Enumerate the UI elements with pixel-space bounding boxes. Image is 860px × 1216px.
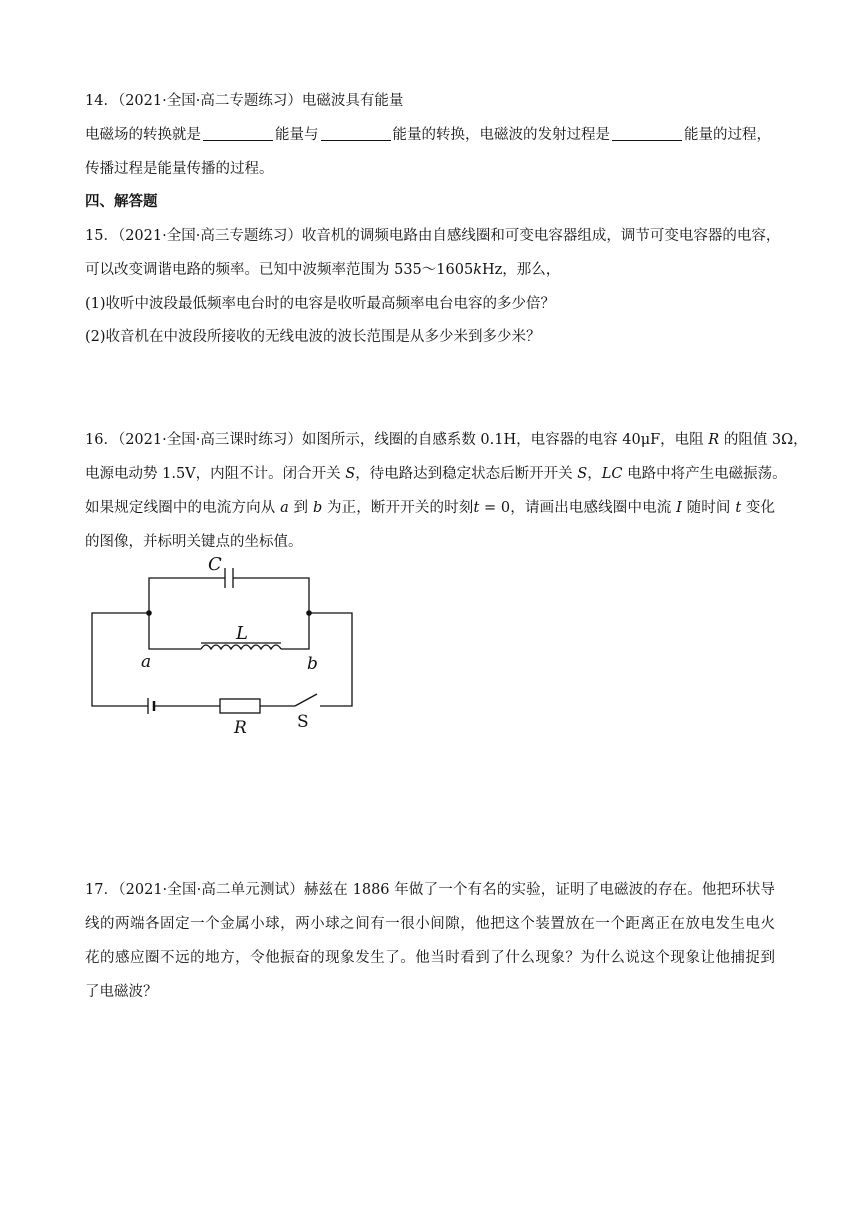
q15-sub-2: (2)收音机在中波段所接收的无线电波的波长范围是从多少米到多少米？ [85,329,541,345]
q16-text: 电路中将产生电磁振荡。 [622,466,787,482]
wire [149,613,201,649]
q15-line-1: 15．（2021·全国·高三专题练习）收音机的调频电路由自感线圈和可变电容器组成，调节可变电容器的电容， [85,228,781,244]
switch-blade [295,694,317,706]
q16-text: 为正，断开开关的时刻 [322,500,474,516]
answer-blank[interactable] [321,126,391,141]
q16-var: R [708,432,720,448]
q14-text: 能量的过程， [684,127,771,143]
q16-var: t [473,500,480,516]
q17-line-3: 花的感应圈不远的地方，令他振奋的现象发生了。他当时看到了什么现象？为什么说这个现象让他捕捉到 [85,950,775,966]
q16-line-4: 的图像，并标明关键点的坐标值。 [85,534,303,550]
q16-var: S [345,466,356,482]
q16-var: LC [601,466,623,482]
q16-text: = 0 [479,500,511,516]
q16-var: b [312,500,323,516]
q17-line-1: 17．（2021·全国·高二单元测试）赫兹在 1886 年做了一个有名的实验，证明了电磁波的存在。他把环状导 [85,882,775,898]
resistor-body [220,699,260,713]
label-R: R [234,718,247,738]
wire [149,578,225,613]
q16-text: ，待电路达到稳定状态后断开开关 [355,466,578,482]
q14-line-3: 传播过程是能量传播的过程。 [85,161,274,177]
q16-var: S [577,466,588,482]
q14-title: 14．（2021·全国·高二专题练习）电磁波具有能量 [85,93,404,109]
q16-text: 到 [288,500,313,516]
q16-var: a [280,500,289,516]
junction-node-a [146,610,152,616]
q15-unit-prefix: k [473,262,482,278]
q14-text: 能量的转换，电磁波的发射过程是 [392,127,610,143]
q17-line-2: 线的两端各固定一个金属小球，两小球之间有一很小间隙，他把这个装置放在一个距离正在放电发生电火 [85,916,775,932]
q17-line-4: 了电磁波？ [85,984,158,1000]
label-S: S [297,712,309,732]
q16-text: 随时间 [681,500,736,516]
q16-var: I [676,500,682,516]
q16-line-3 [85,498,775,518]
junction-node-b [306,610,312,616]
q15-sub-1: (1)收听中波段最低频率电台时的电容是收听最高频率电台电容的多少倍？ [85,296,556,312]
section-heading: 四、解答题 [85,194,158,210]
answer-blank[interactable] [203,126,273,141]
wire [281,613,309,649]
answer-blank[interactable] [612,126,682,141]
q16-text: 电源电动势 1.5V，内阻不计。闭合开关 [85,466,346,482]
circuit-diagram [80,550,370,740]
q16-text: 的阻值 3Ω， [719,432,808,448]
q16-text: 变化 [741,500,776,516]
q14-text: 电磁场的转换就是 [85,127,201,143]
label-a: a [141,652,152,672]
q15-text: 可以改变调谐电路的频率。已知中波频率范围为 535～1605 [85,262,474,278]
q15-line-2 [85,260,560,280]
q16-text: ， [587,466,602,482]
label-L: L [236,623,248,644]
q16-line-2 [85,464,787,484]
q14-text: 能量与 [275,127,319,143]
q16-text: 如果规定线圈中的电流方向从 [85,500,281,516]
wire [233,578,309,613]
q15-text: Hz，那么， [481,262,561,278]
q16-text: 16．（2021·全国·高三课时练习）如图所示，线圈的自感系数 0.1H，电容器的电容 40μF，电阻 [85,432,709,448]
q14-line-2 [85,125,771,145]
q16-line-1 [85,430,808,450]
inductor-coil [201,645,281,649]
q16-text: ，请画出电感线圈中电流 [510,500,677,516]
q16-var: t [735,500,742,516]
label-C: C [208,554,222,575]
label-b: b [307,654,318,674]
